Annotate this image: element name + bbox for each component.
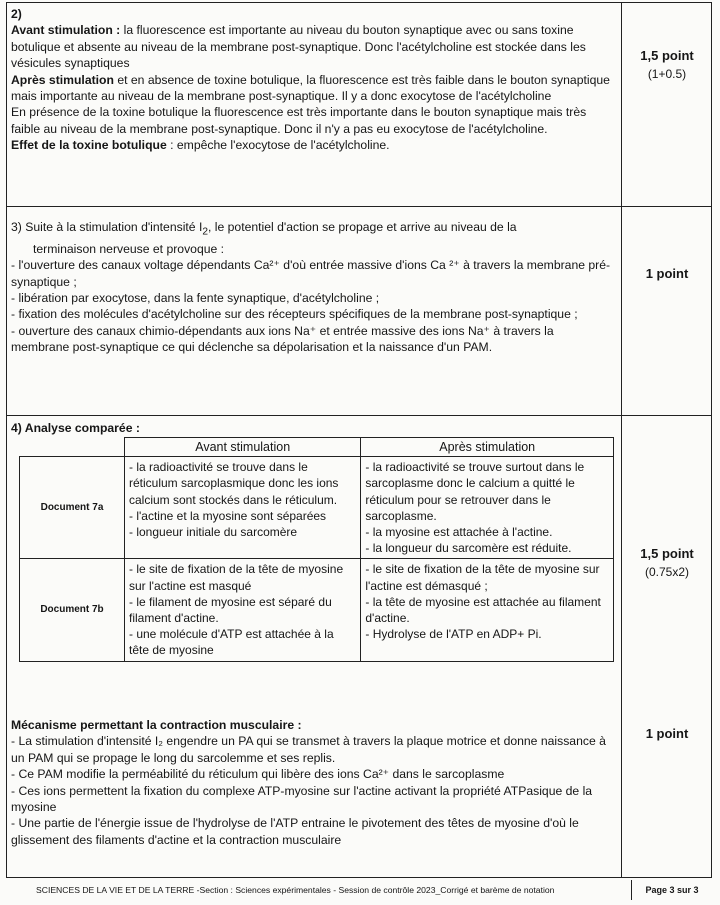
table-row-doc7b bbox=[20, 559, 614, 661]
table-header-row bbox=[20, 438, 614, 457]
mechanism-grade-value: 1 point bbox=[645, 726, 689, 741]
doc7a-avant bbox=[125, 457, 361, 559]
doc7a-avant-3: - longueur initiale du sarcomère bbox=[129, 525, 298, 540]
q3-item-3: - fixation des molécules d'acétylcholine sur des récepteurs spécifiques de la membrane post-synaptique ; bbox=[11, 307, 578, 322]
col-avant-header: Avant stimulation bbox=[125, 438, 361, 457]
q3-intro-b: , le potentiel d'action se propage et arrive au niveau de la bbox=[208, 220, 517, 234]
col-apres-header: Après stimulation bbox=[361, 438, 614, 457]
q2-grade bbox=[621, 47, 713, 83]
question-4-title-wrap bbox=[11, 420, 615, 436]
footer-title: SCIENCES DE LA VIE ET DE LA TERRE -Section : Sciences expérimentales - Session de contrôle 2023_Corrigé et barème de notation bbox=[36, 885, 555, 895]
mechanism-title: Mécanisme permettant la contraction musculaire : bbox=[11, 718, 302, 732]
doc7b-label: Document 7b bbox=[20, 559, 125, 661]
q3-intro-a: 3) Suite à la stimulation d'intensité I bbox=[11, 220, 203, 234]
doc7b-apres-2: - la tête de myosine est attachée au filament d'actine. bbox=[365, 594, 601, 626]
page-footer bbox=[6, 880, 712, 900]
q3-intro-c: terminaison nerveuse et provoque : bbox=[33, 241, 225, 256]
table-row-doc7a bbox=[20, 457, 614, 559]
q2-avant-text: la fluorescence est importante au niveau du bouton synaptique avec ou sans toxine botulique et absente au niveau de la membrane post-synaptique. Donc l'acétylcholine est stockée dans les vésicules synaptiques bbox=[11, 23, 586, 71]
doc7a-avant-1: - la radioactivité se trouve dans le réticulum sarcoplasmique donc les ions calcium sont stockés dans le réticulum. bbox=[129, 460, 339, 507]
comparison-table bbox=[19, 437, 614, 662]
doc7a-apres-2: - la myosine est attachée à l'actine. bbox=[365, 525, 553, 540]
grade-column-divider bbox=[621, 3, 622, 877]
doc7a-apres-3: - la longueur du sarcomère est réduite. bbox=[365, 541, 572, 556]
mechanism-grade bbox=[621, 725, 713, 743]
doc7b-avant bbox=[125, 559, 361, 661]
mechanism-line-4: - Une partie de l'énergie issue de l'hydrolyse de l'ATP entraine le pivotement des têtes de myosine d'où le glissement des filaments d'actine et la contraction musculaire bbox=[11, 816, 579, 847]
q2-grade-detail: (1+0.5) bbox=[647, 67, 687, 81]
q4-grade-value: 1,5 point bbox=[640, 546, 694, 561]
question-3 bbox=[11, 219, 615, 356]
doc7b-avant-1: - le site de fixation de la tête de myosine sur l'actine est masqué bbox=[129, 562, 344, 593]
table-corner bbox=[20, 438, 125, 457]
doc7b-avant-2: - le filament de myosine est séparé du filament d'actine. bbox=[129, 594, 332, 626]
q2-presence-text: En présence de la toxine botulique la fluorescence est très importante dans le bouton synaptique mais très faible au niveau de la membrane post-synaptique. Donc il n'y a pas eu exocytose de l'acétylcholine. bbox=[11, 105, 587, 136]
mechanism-line-3: - Ces ions permettent la fixation du complexe ATP-myosine sur l'actine activant la propriété ATPasique de la myosine bbox=[11, 783, 593, 815]
question-2 bbox=[11, 6, 615, 154]
mechanism-section bbox=[11, 717, 615, 848]
q3-item-2: - libération par exocytose, dans la fente synaptique, d'acétylcholine ; bbox=[11, 291, 380, 306]
q4-title: 4) Analyse comparée : bbox=[11, 421, 140, 435]
q2-apres-text: et en absence de toxine botulique, la fluorescence est très faible dans le bouton synaptique mais importante au niveau de la membrane post-synaptique. Il y a donc exocytose de l'acétylcholine bbox=[11, 72, 610, 104]
q2-effet-label: Effet de la toxine botulique bbox=[11, 138, 167, 153]
mechanism-line-2: - Ce PAM modifie la perméabilité du réticulum qui libère des ions Ca²⁺ dans le sarcoplasme bbox=[11, 767, 505, 782]
q2-avant-label: Avant stimulation : bbox=[11, 23, 121, 38]
doc7b-avant-3: - une molécule d'ATP est attachée à la tête de myosine bbox=[129, 627, 334, 658]
q2-apres-label: Après stimulation bbox=[11, 72, 114, 87]
q3-item-4: - ouverture des canaux chimio-dépendants aux ions Na⁺ et entrée massive des ions Na⁺ à travers la membrane post-synaptique ce qui déclenche sa dépolarisation et la naissance d'un PAM. bbox=[11, 323, 554, 355]
doc7b-apres-1: - le site de fixation de la tête de myosine sur l'actine est démasqué ; bbox=[365, 562, 600, 593]
correction-frame bbox=[6, 2, 712, 878]
q2-effet-text: : empêche l'exocytose de l'acétylcholine. bbox=[166, 138, 390, 153]
q3-grade bbox=[621, 265, 713, 283]
doc7b-apres bbox=[361, 559, 614, 661]
divider-q3-q4 bbox=[7, 415, 711, 416]
q3-intro-sub: 2 bbox=[202, 226, 208, 238]
q4-grade-detail: (0.75x2) bbox=[644, 565, 690, 579]
q3-item-1: - l'ouverture des canaux voltage dépendants Ca²⁺ d'où entrée massive d'ions Ca ²⁺ à travers la membrane pré-synaptique ; bbox=[11, 258, 611, 289]
mechanism-line-1: - La stimulation d'intensité I₂ engendre un PA qui se transmet à travers la plaque motrice et donne naissance à un PAM qui se propage le long du sarcolemme et ses replis. bbox=[11, 734, 606, 765]
q3-grade-value: 1 point bbox=[645, 266, 689, 281]
q2-number: 2) bbox=[11, 7, 22, 21]
doc7a-label: Document 7a bbox=[20, 457, 125, 559]
q2-grade-value: 1,5 point bbox=[640, 48, 694, 63]
doc7a-apres-1: - la radioactivité se trouve surtout dans le sarcoplasme donc le calcium a quitté le réticulum pour se retrouver dans le sarcoplasme. bbox=[365, 460, 585, 523]
doc7a-avant-2: - l'actine et la myosine sont séparées bbox=[129, 508, 327, 523]
doc7a-apres bbox=[361, 457, 614, 559]
divider-q2-q3 bbox=[7, 206, 711, 207]
q4-grade bbox=[621, 545, 713, 581]
doc7b-apres-3: - Hydrolyse de l'ATP en ADP+ Pi. bbox=[365, 627, 542, 642]
page-number: Page 3 sur 3 bbox=[631, 880, 712, 900]
